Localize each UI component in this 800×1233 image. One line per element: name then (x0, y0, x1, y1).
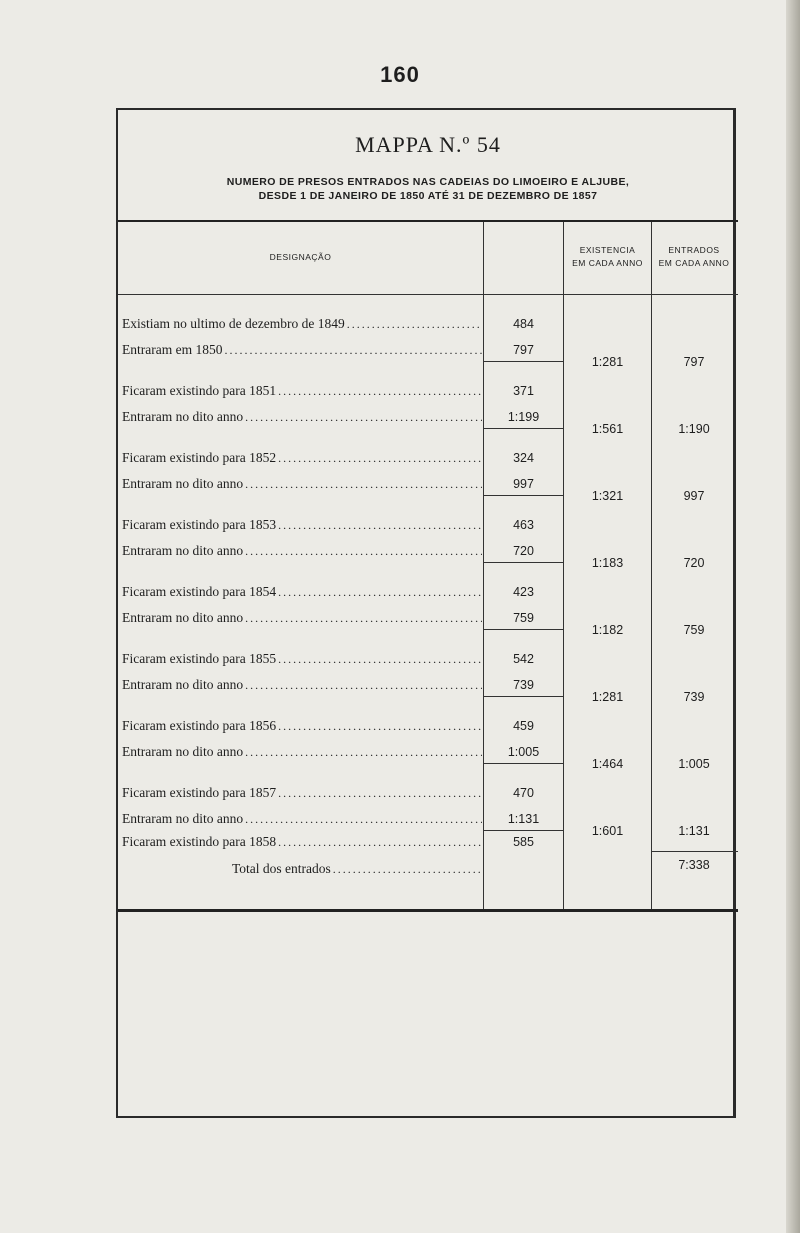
group-rule (484, 696, 563, 697)
group-rule (484, 562, 563, 563)
row-label-text: Entraram no dito anno (122, 677, 244, 692)
row-value-existing: 371 (513, 384, 534, 398)
row-value-existing: 484 (513, 317, 534, 331)
row-label-existing (122, 316, 482, 332)
header-existencia-1: EXISTENCIA (579, 245, 636, 255)
row-label-entered (122, 409, 482, 425)
final-row-value: 585 (513, 835, 534, 849)
group-rule (484, 495, 563, 496)
row-label-entered (122, 744, 482, 760)
row-label-entered (122, 543, 482, 559)
entrados-value: 739 (683, 690, 705, 704)
page-edge (786, 0, 800, 1233)
leader-dots (245, 678, 482, 693)
row-label-text: Ficaram existindo para 1856 (122, 718, 277, 733)
row-value-existing: 542 (513, 652, 534, 666)
leader-dots (245, 477, 482, 492)
row-label-text: Entraram no dito anno (122, 811, 244, 826)
total-label-text: Total dos entrados (232, 861, 331, 876)
existencia-value: 1:561 (591, 422, 624, 436)
map-title: MAPPA N.º 54 (355, 132, 501, 157)
row-value-entered: 1:199 (507, 410, 540, 424)
entrados-value: 797 (683, 355, 705, 369)
header-entrados-1: ENTRADOS (668, 245, 720, 255)
row-value-existing: 324 (513, 451, 534, 465)
entrados-value: 1:005 (678, 757, 710, 771)
leader-dots (333, 862, 482, 877)
map-subtitle-line1: NUMERO DE PRESOS ENTRADOS NAS CADEIAS DO LIMOEIRO E ALJUBE, (226, 176, 630, 188)
row-label-entered (122, 476, 482, 492)
leader-dots (278, 518, 482, 533)
total-row-label (232, 861, 482, 877)
row-value-entered: 1:131 (507, 812, 540, 826)
existencia-value: 1:182 (591, 623, 624, 637)
leader-dots (278, 786, 482, 801)
row-label-text: Ficaram existindo para 1857 (122, 785, 277, 800)
header-rule (118, 294, 738, 295)
row-label-existing (122, 785, 482, 801)
map-subtitle-line2: DESDE 1 DE JANEIRO DE 1850 ATÉ 31 DE DEZEMBRO DE 1857 (258, 190, 598, 202)
existencia-value: 1:601 (591, 824, 624, 838)
existencia-value: 1:281 (591, 690, 624, 704)
row-value-existing: 459 (513, 719, 534, 733)
leader-dots (245, 410, 482, 425)
row-value-entered: 797 (513, 343, 534, 357)
total-rule (652, 851, 738, 852)
row-label-existing (122, 718, 482, 734)
leader-dots (278, 719, 482, 734)
leader-dots (245, 812, 482, 827)
row-value-entered: 1:005 (507, 745, 540, 759)
row-label-text: Entraram no dito anno (122, 409, 244, 424)
row-label-existing (122, 584, 482, 600)
row-label-entered (122, 342, 482, 358)
existencia-value: 1:464 (591, 757, 624, 771)
row-label-text: Entraram no dito anno (122, 543, 244, 558)
row-label-existing (122, 651, 482, 667)
row-value-entered: 997 (513, 477, 534, 491)
total-value: 7:338 (678, 858, 710, 872)
leader-dots (224, 343, 482, 358)
entrados-value: 1:190 (678, 422, 710, 436)
leader-dots (278, 652, 482, 667)
row-value-entered: 720 (513, 544, 534, 558)
row-label-existing (122, 450, 482, 466)
group-rule (484, 830, 563, 831)
row-label-text: Ficaram existindo para 1853 (122, 517, 277, 532)
final-label-text: Ficaram existindo para 1858 (122, 834, 277, 849)
row-label-text: Ficaram existindo para 1851 (122, 383, 277, 398)
leader-dots (278, 384, 482, 399)
entrados-value: 997 (683, 489, 705, 503)
group-rule (484, 361, 563, 362)
header-designacao: DESIGNAÇÃO (269, 252, 332, 262)
row-label-entered (122, 811, 482, 827)
header-existencia-2: EM CADA ANNO (572, 258, 643, 268)
existencia-value: 1:321 (591, 489, 624, 503)
group-rule (484, 428, 563, 429)
leader-dots (347, 317, 482, 332)
row-label-text: Ficaram existindo para 1854 (122, 584, 277, 599)
data-table (118, 220, 738, 912)
header-entrados-2: EM CADA ANNO (658, 258, 730, 268)
row-label-entered (122, 610, 482, 626)
row-label-text: Entraram no dito anno (122, 610, 244, 625)
existencia-value: 1:183 (591, 556, 624, 570)
leader-dots (245, 611, 482, 626)
row-label-text: Entraram em 1850 (122, 342, 223, 357)
group-rule (484, 763, 563, 764)
row-label-entered (122, 677, 482, 693)
row-value-entered: 759 (513, 611, 534, 625)
row-label-text: Ficaram existindo para 1852 (122, 450, 277, 465)
row-label-existing (122, 383, 482, 399)
row-value-existing: 463 (513, 518, 534, 532)
entrados-value: 1:131 (678, 824, 710, 838)
final-row-label (122, 834, 482, 850)
leader-dots (245, 544, 482, 559)
row-label-text: Entraram no dito anno (122, 744, 244, 759)
row-value-existing: 470 (513, 786, 534, 800)
row-label-text: Ficaram existindo para 1855 (122, 651, 277, 666)
row-label-text: Entraram no dito anno (122, 476, 244, 491)
entrados-value: 759 (683, 623, 705, 637)
leader-dots (278, 835, 482, 850)
map-frame (116, 108, 736, 1118)
group-rule (484, 629, 563, 630)
row-label-text: Existiam no ultimo de dezembro de 1849 (122, 316, 345, 331)
existencia-value: 1:281 (591, 355, 624, 369)
row-value-existing: 423 (513, 585, 534, 599)
leader-dots (245, 745, 482, 760)
leader-dots (278, 585, 482, 600)
row-label-existing (122, 517, 482, 533)
page-number: 160 (380, 62, 420, 87)
leader-dots (278, 451, 482, 466)
entrados-value: 720 (683, 556, 705, 570)
row-value-entered: 739 (513, 678, 534, 692)
